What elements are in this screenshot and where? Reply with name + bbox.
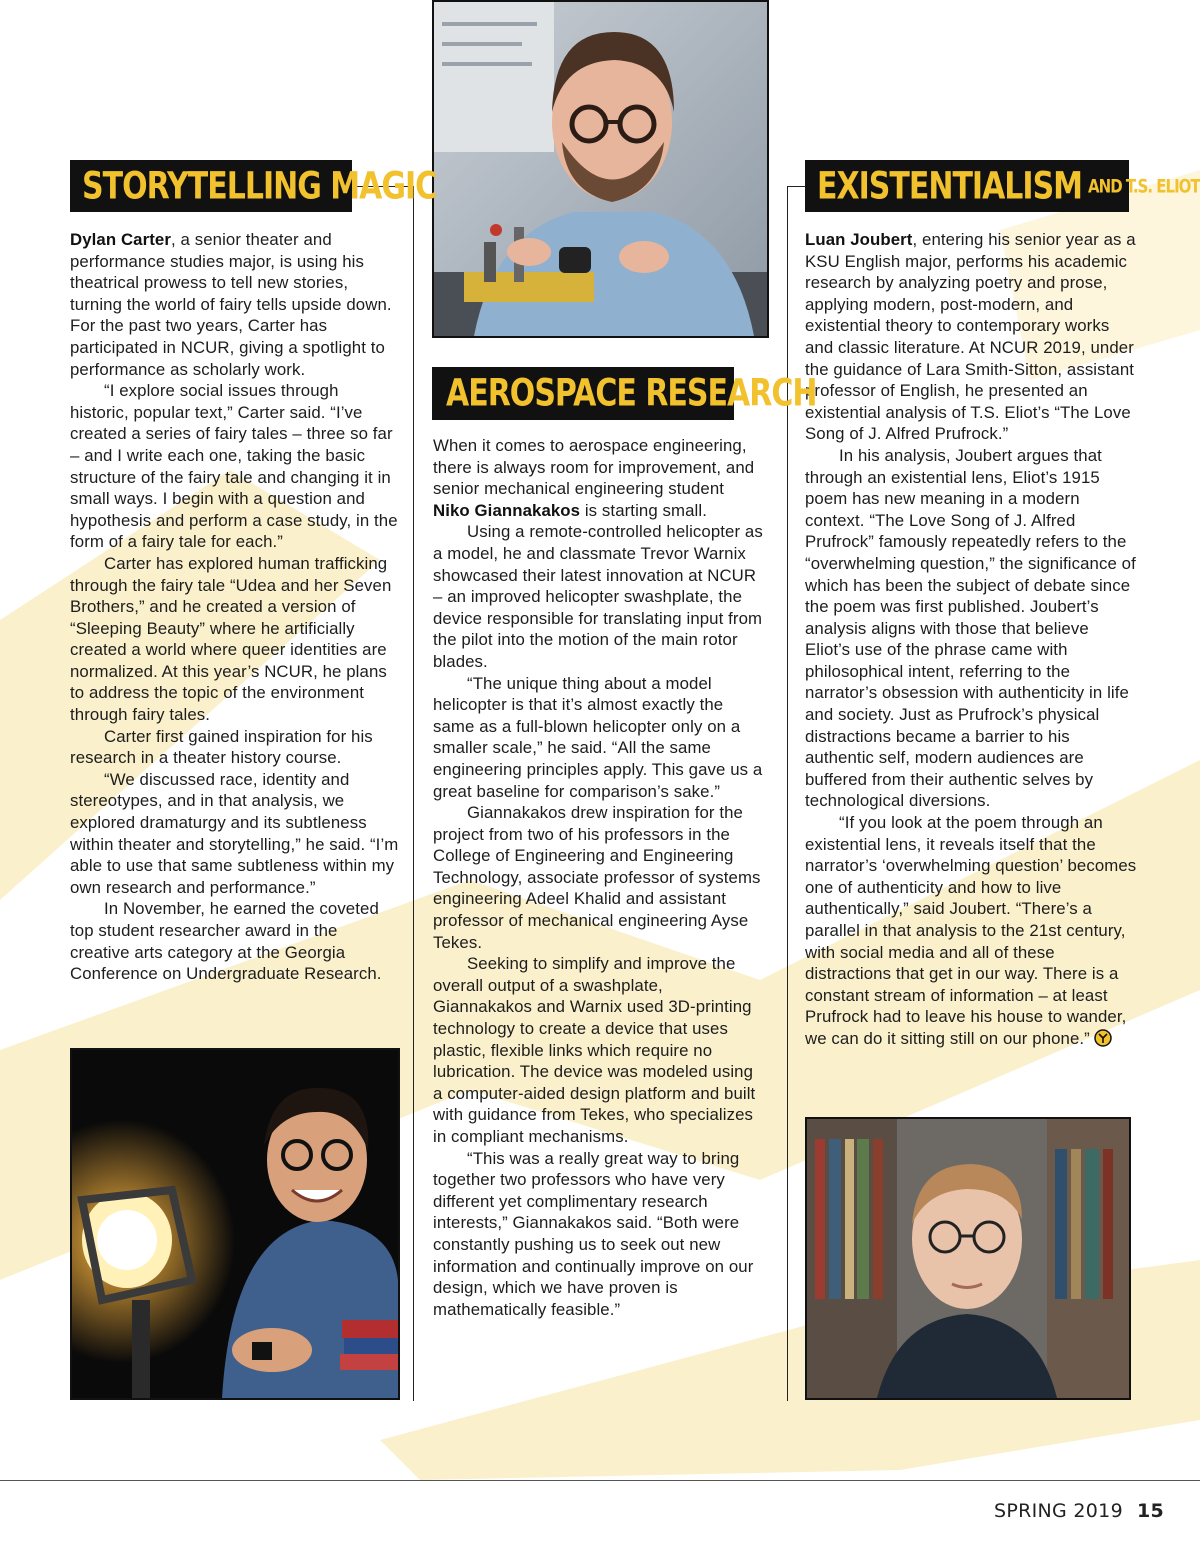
paragraph: Seeking to simplify and improve the overall output of a swashplate, Giannakakos and Warnix used 3D-printing technology to create a device that uses plastic, flexible links which require no lubrication. The device was modeled using a computer-aided design platform and built with guidance from Tekes, who specializes in compliant mechanisms. — [433, 954, 756, 1146]
article-aerospace — [433, 435, 763, 1320]
person-name: Luan Joubert — [805, 230, 913, 249]
issue-label: SPRING 2019 — [994, 1500, 1123, 1522]
heading-subtext: AND T.S. ELIOT — [1088, 174, 1200, 198]
divider-rule — [413, 186, 414, 1401]
paragraph: Carter has explored human trafficking through the fairy tale “Udea and her Seven Brothers,” and he created a version of “Sleeping Beauty” where he artificially created a world where queer identities are normalized. At this year’s NCUR, he plans to address the topic of the environment through fairy tales. — [70, 553, 392, 725]
paragraph — [805, 229, 1137, 445]
paragraph: “We discussed race, identity and stereotypes, and in that analysis, we explored dramaturgy and its subtleness within theater and storytelling,” he said. “I’m able to use that same subtleness within my own research and performance.” — [70, 769, 399, 897]
paragraph-text: is starting small. — [580, 500, 707, 520]
heading-text: EXISTENTIALISM — [817, 164, 1083, 208]
paragraph-text: , entering his senior year as a KSU English major, performs his academic research by analyzing poetry and prose, applying modern, post-modern, and existential theory to contemporary works and classic literature. At NCUR 2019, under the guidance of Lara Smith-Sitton, assistant professor of English, he presented an existential analysis of T.S. Eliot’s “The Love Song of J. Alfred Prufrock.” — [805, 230, 1136, 444]
heading-text: STORYTELLING MAGIC — [82, 164, 437, 208]
ksu-seal-icon — [1094, 1029, 1112, 1047]
article-existentialism — [805, 229, 1137, 1050]
divider-rule — [787, 186, 788, 1401]
paragraph: “The unique thing about a model helicopter is that it’s almost exactly the same as a full-blown helicopter only on a smaller scale,” he said. “All the same engineering principles apply. This gave us a great baseline for comparison’s sake.” — [433, 673, 763, 801]
page-number: 15 — [1136, 1500, 1164, 1522]
heading-storytelling-magic — [70, 160, 437, 212]
heading-text: AEROSPACE RESEARCH — [446, 371, 817, 416]
paragraph — [70, 229, 400, 380]
paragraph: In November, he earned the coveted top student researcher award in the creative arts category at the Georgia Conference on Undergraduate Research. — [70, 899, 382, 984]
photo-luan-joubert — [805, 1117, 1131, 1400]
paragraph-text: When it comes to aerospace engineering, there is always room for improvement, and senior mechanical engineering student — [433, 436, 755, 499]
photo-niko-giannakakos — [432, 0, 769, 338]
paragraph: “I explore social issues through historic, popular text,” Carter said. “I’ve created a series of fairy tales – three so far – and I write each one, taking the basic structure of the fairy tale and changing it in small ways. I begin with a question and hypothesis and perform a case study, in the form of a fairy tale for each.” — [70, 381, 398, 552]
paragraph-text: “If you look at the poem through an existential lens, it reveals itself that the narrator’s ‘overwhelming question’ becomes one of authenticity and how to live authentically,” said Joubert. “There’s a parallel in that analysis to the 21st century, with social media and all of these distractions that get in our way. There is a constant stream of information – at least Prufrock had to leave his house to wander, we can do it sitting still on our phone.” — [805, 813, 1137, 1048]
person-name: Niko Giannakakos — [433, 500, 581, 520]
paragraph: In his analysis, Joubert argues that through an existential lens, Eliot’s 1915 poem has new meaning in a modern context. “The Love Song of J. Alfred Prufrock” famously repeatedly refers to the “overwhelming question,” the significance of which has been the subject of debate since the poem was first published. Joubert’s analysis aligns with those that believe Eliot’s use of the phrase came with philosophical intent, referring to the narrator’s obsession with authenticity in life and society. Just as Prufrock’s physical distractions became a barrier to his authentic self, modern audiences are buffered from their authentic selves by technological diversions. — [805, 445, 1136, 811]
photo-dylan-carter — [70, 1048, 400, 1400]
heading-aerospace-research — [432, 367, 817, 420]
article-storytelling — [70, 229, 400, 985]
person-name: Dylan Carter — [70, 230, 171, 249]
divider-rule — [787, 186, 805, 187]
heading-existentialism — [805, 160, 1200, 212]
paragraph: Carter first gained inspiration for his research in a theater history course. — [70, 726, 373, 768]
page-footer — [994, 1500, 1164, 1522]
footer-divider — [0, 1480, 1200, 1481]
paragraph: “This was a really great way to bring together two professors who have very different yet complimentary research interests,” Giannakakos said. “Both were constantly pushing us to seek out new information and continually improve on our design, which we have proven is mathematically feasible.” — [433, 1148, 754, 1319]
paragraph — [433, 435, 763, 521]
paragraph-text: , a senior theater and performance studies major, is using his theatrical prowess to tell new stories, turning the world of fairy tells upside down. For the past two years, Carter has participated in NCUR, giving a spotlight to performance as scholarly work. — [70, 230, 392, 379]
paragraph: Using a remote-controlled helicopter as a model, he and classmate Trevor Warnix showcased their latest innovation at NCUR – an improved helicopter swashplate, the device responsible for translating input from the pilot into the motion of the main rotor blades. — [433, 522, 763, 671]
paragraph: Giannakakos drew inspiration for the project from two of his professors in the College of Engineering and Engineering Technology, associate professor of systems engineering Adeel Khalid and assistant professor of mechanical engineering Ayse Tekes. — [433, 803, 761, 952]
paragraph — [805, 812, 1137, 1050]
